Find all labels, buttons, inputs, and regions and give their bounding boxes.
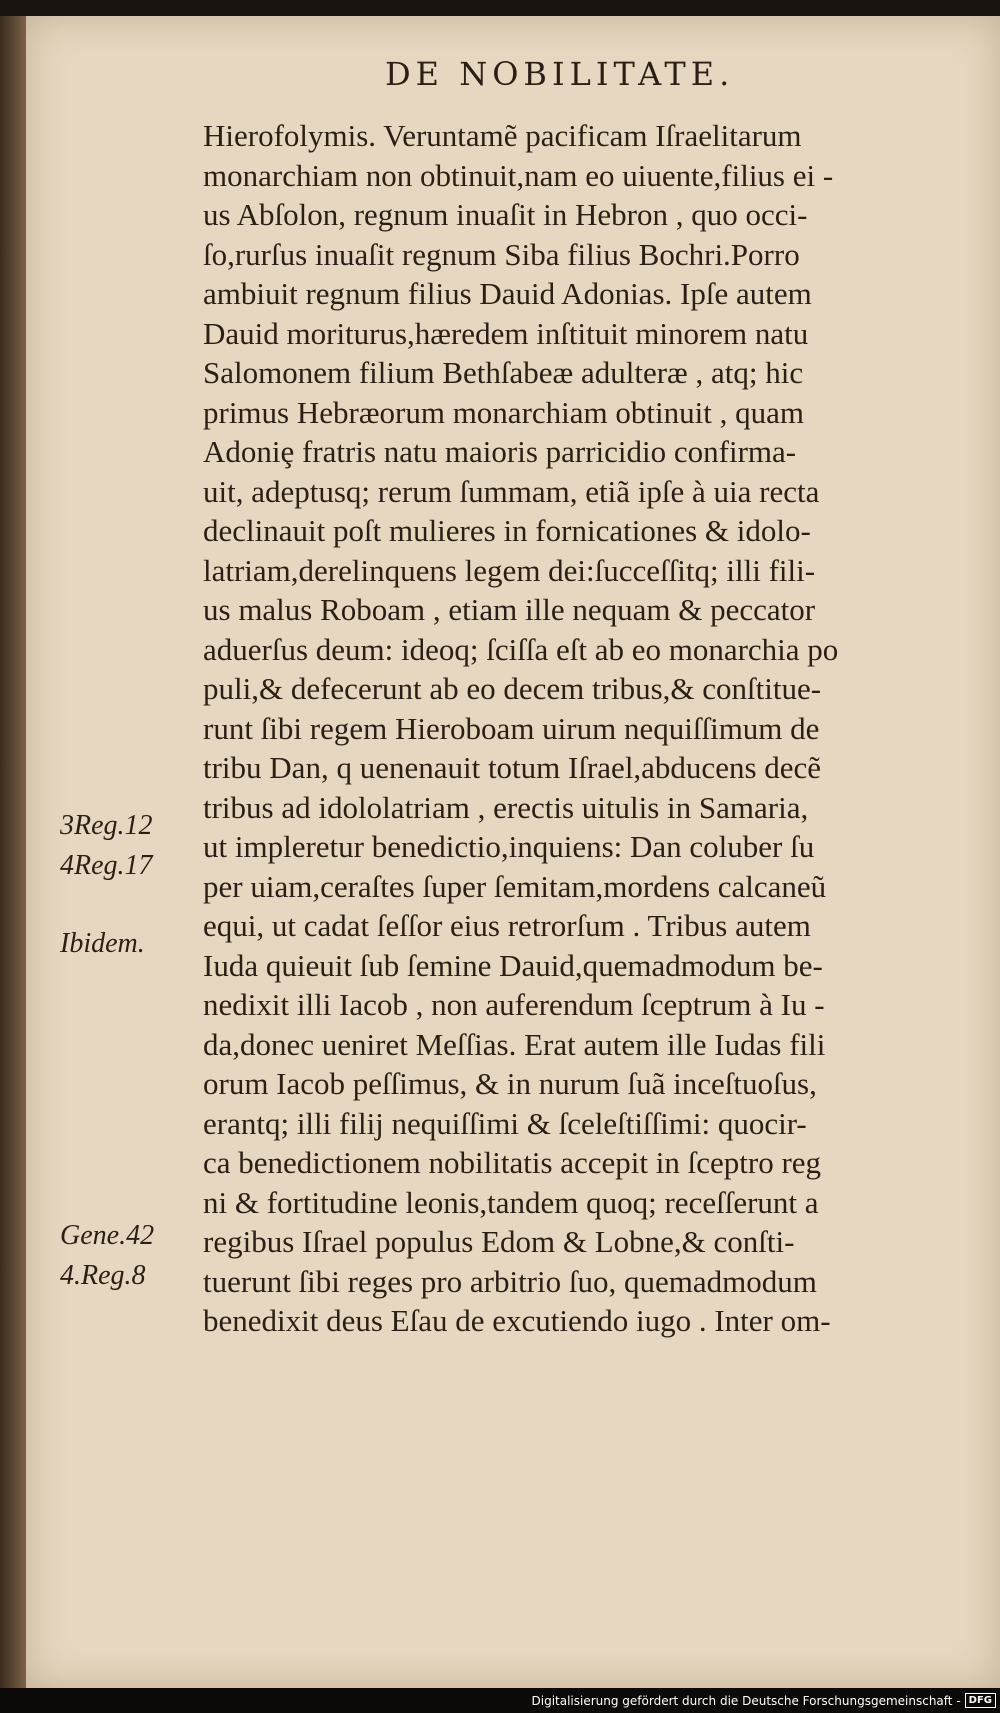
text-line: tribus ad idololatriam , erectis uitulis in Samaria, [203,789,809,825]
margin-note-3reg12: 3Reg.12 [60,810,153,841]
text-line: erantq; illi filij nequiſſimi & ſceleſtiſſimi: quocir- [203,1105,807,1141]
credit-text: Digitalisierung gefördert durch die Deutsche Forschungsgemeinschaft - [531,1693,961,1708]
page-body [203,116,983,1341]
running-head: DE NOBILITATE. [385,55,735,93]
text-line: aduerſus deum: ideoq; ſciſſa eſt ab eo monarchia po [203,631,839,667]
text-line: Iuda quieuit ſub ſemine Dauid,quemadmodum be- [203,947,823,983]
text-line: ut impleretur benedictio,inquiens: Dan coluber ſu [203,829,815,864]
text-line: uit, adeptusq; rerum ſummam, etiã ipſe à uia recta [203,473,820,509]
dfg-logo-icon: DFG [965,1693,996,1708]
text-line: primus Hebræorum monarchiam obtinuit , quam [203,394,804,430]
margin-note-4reg17: 4Reg.17 [60,850,153,881]
text-line: Salomonem filium Bethſabeæ adulteræ , atq; hic [203,355,804,390]
text-line: da,donec ueniret Meſſias. Erat autem ille Iudas fili [203,1026,826,1062]
digitization-credit [532,1693,997,1708]
text-line: us malus Roboam , etiam ille nequam & peccator [203,592,816,627]
text-line: declinauit poſt mulieres in fornicationes & idolo- [203,513,811,548]
margin-note-gene42: Gene.42 [60,1220,155,1251]
text-line: regibus Iſrael populus Edom & Lobne,& conſti- [203,1224,795,1259]
text-line: monarchiam non obtinuit,nam eo uiuente,filius ei - [203,157,834,193]
text-line: latriam,derelinquens legem dei:ſucceſſitq; illi fili- [203,552,816,588]
margin-note-ibidem: Ibidem. [60,928,145,959]
text-line: Adoniȩ fratris natu maioris parricidio confirma- [203,434,797,469]
text-line: Hierofolymis. Veruntamẽ pacificam Iſraelitarum [203,118,802,153]
text-line: nedixit illi Iacob , non auferendum ſceptrum à Iu - [203,987,825,1022]
book-spine [0,16,26,1688]
text-line: tribu Dan, q uenenauit totum Iſrael,abducens decẽ [203,750,822,785]
text-line: ca benedictionem nobilitatis accepit in ſceptro reg [203,1145,822,1180]
text-line: per uiam,ceraſtes ſuper ſemitam,mordens calcaneũ [203,868,827,904]
text-line: tuerunt ſibi reges pro arbitrio ſuo, quemadmodum [203,1263,817,1299]
text-line: equi, ut cadat ſeſſor eius retrorſum . Tribus autem [203,908,811,943]
text-line: runt ſibi regem Hieroboam uirum nequiſſimum de [203,710,820,746]
text-line: us Abſolon, regnum inuaſit in Hebron , quo occi- [203,197,808,232]
text-line: benedixit deus Eſau de excutiendo iugo . Inter om- [203,1303,831,1338]
text-line: puli,& defecerunt ab eo decem tribus,& conſtitue- [203,671,822,706]
text-line: ni & fortitudine leonis,tandem quoq; receſſerunt a [203,1184,819,1220]
text-line: orum Iacob peſſimus, & in nurum ſuã inceſtuoſus, [203,1066,817,1101]
text-line: ambiuit regnum filius Dauid Adonias. Ipſe autem [203,276,812,311]
text-line: ſo,rurſus inuaſit regnum Siba filius Bochri.Porro [203,236,800,272]
margin-note-4reg8: 4.Reg.8 [60,1260,146,1291]
text-line: Dauid moriturus,hæredem inſtituit minorem natu [203,315,809,351]
